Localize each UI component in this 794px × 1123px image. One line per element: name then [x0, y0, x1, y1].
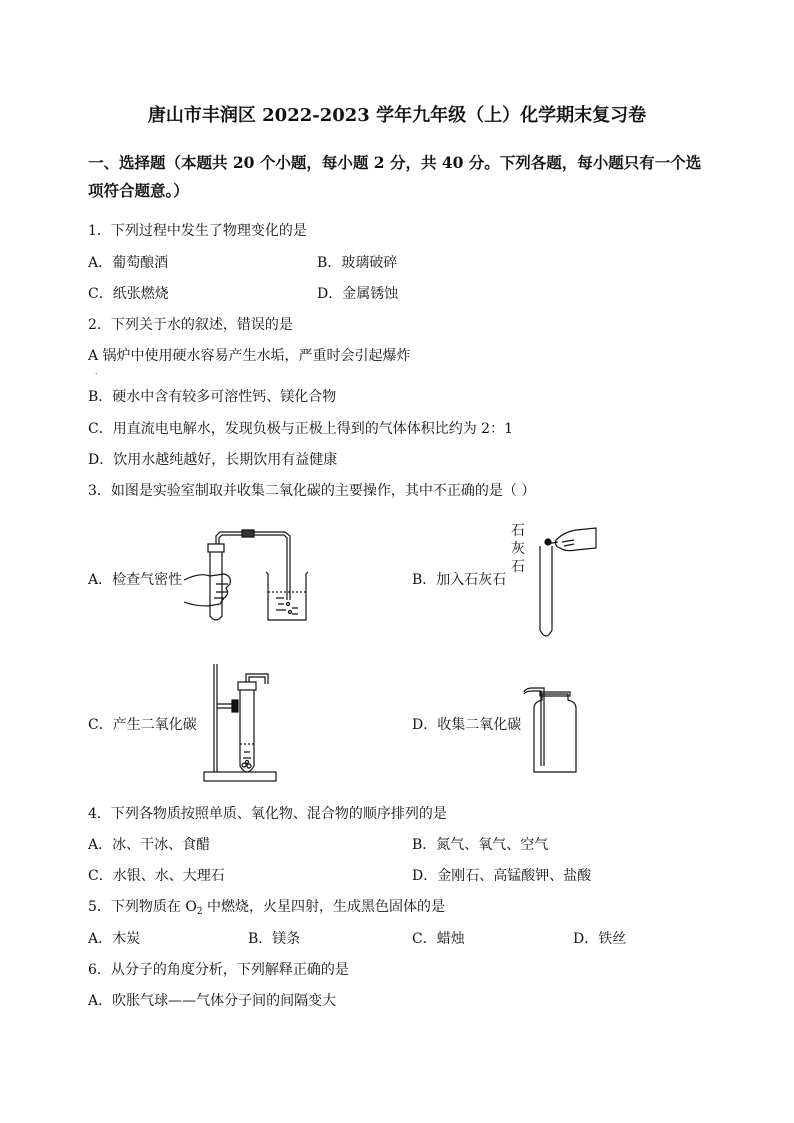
q4-stem: 4．下列各物质按照单质、氧化物、混合物的顺序排列的是 — [88, 806, 447, 822]
q5-option-c: C．蜡烛 — [412, 931, 465, 947]
q4-option-c: C．水银、水、大理石 — [88, 868, 225, 884]
q1-option-d: D．金属锈蚀 — [317, 286, 399, 302]
q3-option-a: A．检查气密性 — [88, 572, 183, 588]
q4-option-d: D．金刚石、高锰酸钾、盐酸 — [412, 868, 592, 884]
q2-option-a-dot: ． — [95, 367, 103, 376]
q2-option-c: C．用直流电电解水，发现负极与正极上得到的气体体积比约为 2：1 — [88, 421, 513, 437]
q1-option-b: B．玻璃破碎 — [317, 255, 398, 271]
q3-option-c: C．产生二氧化碳 — [88, 717, 197, 733]
q1-option-a: A．葡萄酿酒 — [88, 255, 169, 271]
q6-stem: 6．从分子的角度分析，下列解释正确的是 — [88, 962, 349, 978]
q5-option-a: A．木炭 — [88, 931, 141, 947]
q5-stem: 5．下列物质在 $O_2$ 中燃烧，火星四射，生成黑色固体的是 — [88, 899, 446, 917]
q4-option-b: B．氮气、氧气、空气 — [412, 837, 549, 853]
section-heading-line-2: 项符合题意。） — [88, 181, 189, 200]
q2-option-b: B．硬水中含有较多可溶性钙、镁化合物 — [88, 389, 337, 405]
q3-stem: 3．如图是实验室制取并收集二氧化碳的主要操作，其中不正确的是（ ） — [88, 483, 536, 499]
q1-stem: 1．下列过程中发生了物理变化的是 — [88, 223, 307, 239]
q1-option-c: C．纸张燃烧 — [88, 286, 169, 302]
page-title: 唐山市丰润区 2022-2023 学年九年级（上）化学期末复习卷 — [147, 105, 647, 126]
airtightness-check-figure — [180, 528, 315, 628]
produce-co2-figure — [200, 660, 280, 786]
q4-option-a: A．冰、干冰、食醋 — [88, 837, 211, 853]
collect-co2-figure — [522, 686, 580, 774]
q2-option-a: A 锅炉中使用硬水容易产生水垢，严重时会引起爆炸 — [88, 348, 411, 364]
q3-option-d: D．收集二氧化碳 — [412, 717, 522, 733]
q5-option-b: B．镁条 — [248, 931, 301, 947]
q3-option-b: B．加入石灰石 — [412, 572, 507, 588]
limestone-label: 石 灰 石 — [511, 523, 525, 575]
q2-stem: 2．下列关于水的叙述，错误的是 — [88, 317, 293, 333]
q5-option-d: D．铁丝 — [573, 931, 627, 947]
q6-option-a: A．吹胀气球——气体分子间的间隔变大 — [88, 993, 337, 1009]
add-limestone-figure — [530, 518, 600, 642]
section-heading-line-1: 一、选择题（本题共 20 个小题，每小题 2 分，共 40 分。下列各题，每小题只有一个选 — [88, 153, 702, 172]
q2-option-d: D．饮用水越纯越好，长期饮用有益健康 — [88, 452, 338, 468]
